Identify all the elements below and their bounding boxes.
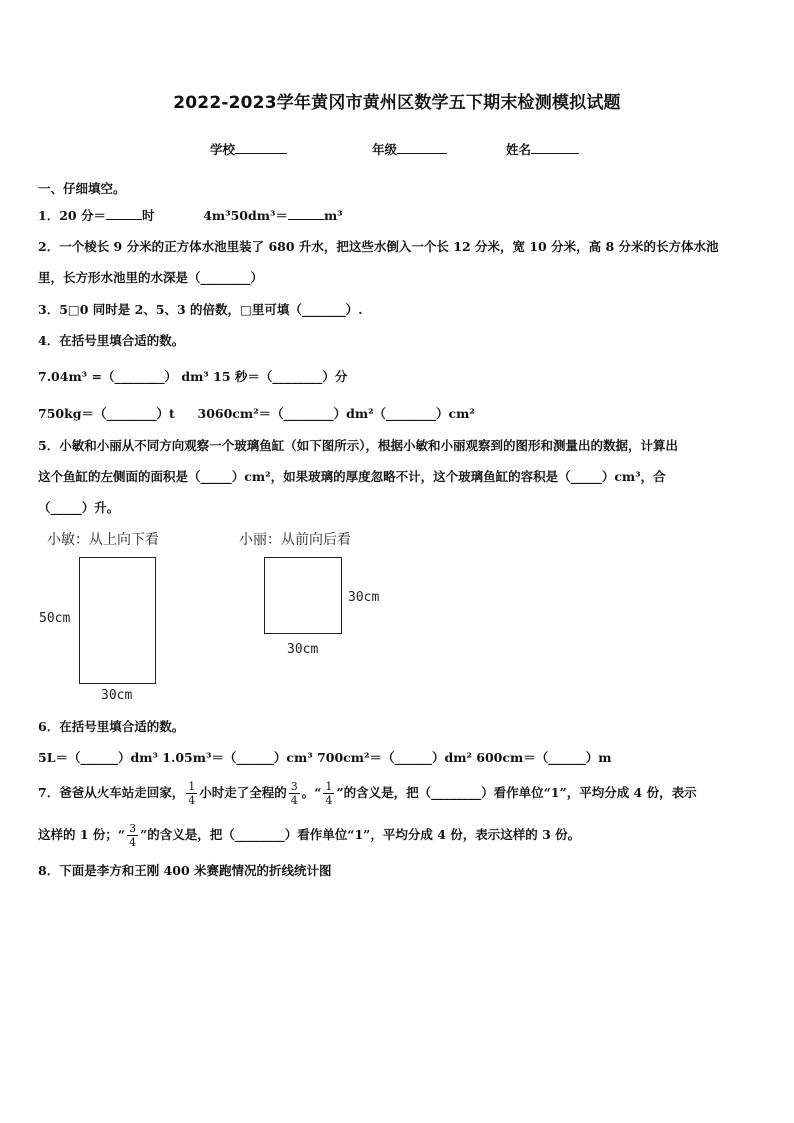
fraction-numerator: 3 [129, 822, 137, 835]
q7-text-1: 7．爸爸从火车站走回家， [38, 785, 185, 800]
question-2-line-2: 里，长方形水池里的水深是（________） [38, 270, 264, 285]
figure-right-caption: 小丽：从前向后看 [239, 532, 351, 548]
grade-field [372, 140, 447, 158]
q1-blank-a [106, 207, 142, 220]
figure-front-view-square [264, 557, 342, 634]
q7-text-5: 这样的 1 份；“ [38, 827, 126, 842]
q7-text-4: ”的含义是，把（________）看作单位“1”，平均分成 4 份，表示 [336, 785, 697, 800]
figure-left-width-label: 30cm [101, 688, 133, 703]
school-label: 学校 [210, 142, 236, 157]
fraction-denominator: 4 [129, 836, 137, 849]
q1-blank-b [288, 207, 324, 220]
name-blank [531, 141, 579, 154]
figure-right-width-label: 30cm [287, 642, 319, 657]
school-blank [235, 141, 287, 154]
figure-top-view-rectangle [79, 557, 156, 684]
name-field [506, 140, 579, 158]
question-2-line-1: 2．一个棱长 9 分米的正方体水池里装了 680 升水，把这些水倒入一个长 12 分米，宽 10 分米，高 8 分米的长方体水池 [38, 239, 719, 254]
school-field [210, 140, 287, 158]
page-title: 2022-2023学年黄冈市黄州区数学五下期末检测模拟试题 [173, 93, 621, 113]
fraction-three-quarters [127, 822, 138, 849]
q1-part-b: 4m³50dm³＝ [203, 208, 288, 223]
question-5-line-3: （_____）升。 [38, 500, 120, 515]
grade-label: 年级 [372, 142, 398, 157]
fraction-numerator: 3 [290, 780, 298, 793]
question-4-row-2 [38, 405, 475, 423]
question-6-stem: 6．在括号里填合适的数。 [38, 719, 185, 734]
question-4-stem: 4．在括号里填合适的数。 [38, 333, 185, 348]
figure-left-caption: 小敏：从上向下看 [47, 532, 159, 548]
q1-unit-b: m³ [323, 208, 343, 223]
q1-part-a: 1．20 分＝ [38, 208, 106, 223]
question-5-line-2: 这个鱼缸的左侧面的面积是（_____）cm²，如果玻璃的厚度忽略不计，这个玻璃鱼缸的容积是（_____）cm³，合 [38, 469, 666, 484]
question-8: 8．下面是李方和王刚 400 米赛跑情况的折线统计图 [38, 863, 332, 878]
q7-text-6: ”的含义是，把（________）看作单位“1”，平均分成 4 份，表示这样的 3 份。 [140, 827, 581, 842]
q1-unit-a: 时 [141, 208, 155, 223]
fraction-denominator: 4 [188, 794, 196, 807]
figure-left-height-label: 50cm [39, 611, 71, 626]
name-label: 姓名 [506, 142, 532, 157]
fraction-three-quarters [289, 780, 300, 807]
question-1 [38, 207, 343, 225]
question-3: 3．5□0 同时是 2、5、3 的倍数，□里可填（_______）. [38, 302, 363, 317]
q4-row2-part-a: 750kg＝（________）t [38, 406, 175, 421]
question-6-row: 5L＝（______）dm³ 1.05m³＝（______）cm³ 700cm²＝（______）dm² 600cm＝（______）m [38, 750, 612, 765]
grade-blank [397, 141, 447, 154]
q4-row2-part-b: 3060cm²＝（________）dm²（________）cm² [197, 406, 475, 421]
figure-right-height-label: 30cm [348, 590, 380, 605]
q7-text-3: 。“ [301, 785, 322, 800]
fraction-one-quarter [186, 780, 197, 807]
question-7-line-2 [38, 818, 580, 852]
fraction-denominator: 4 [290, 794, 298, 807]
question-4-row-1: 7.04m³ =（________） dm³ 15 秒＝（________）分 [38, 369, 348, 384]
question-7-line-1 [38, 776, 697, 810]
fraction-numerator: 1 [325, 780, 333, 793]
fraction-one-quarter [323, 780, 334, 807]
question-5-line-1: 5．小敏和小丽从不同方向观察一个玻璃鱼缸（如下图所示），根据小敏和小丽观察到的图形和测量出的数据，计算出 [38, 438, 678, 453]
section-heading: 一、仔细填空。 [38, 181, 126, 196]
fraction-denominator: 4 [325, 794, 333, 807]
fraction-numerator: 1 [188, 780, 196, 793]
q7-text-2: 小时走了全程的 [199, 785, 287, 800]
